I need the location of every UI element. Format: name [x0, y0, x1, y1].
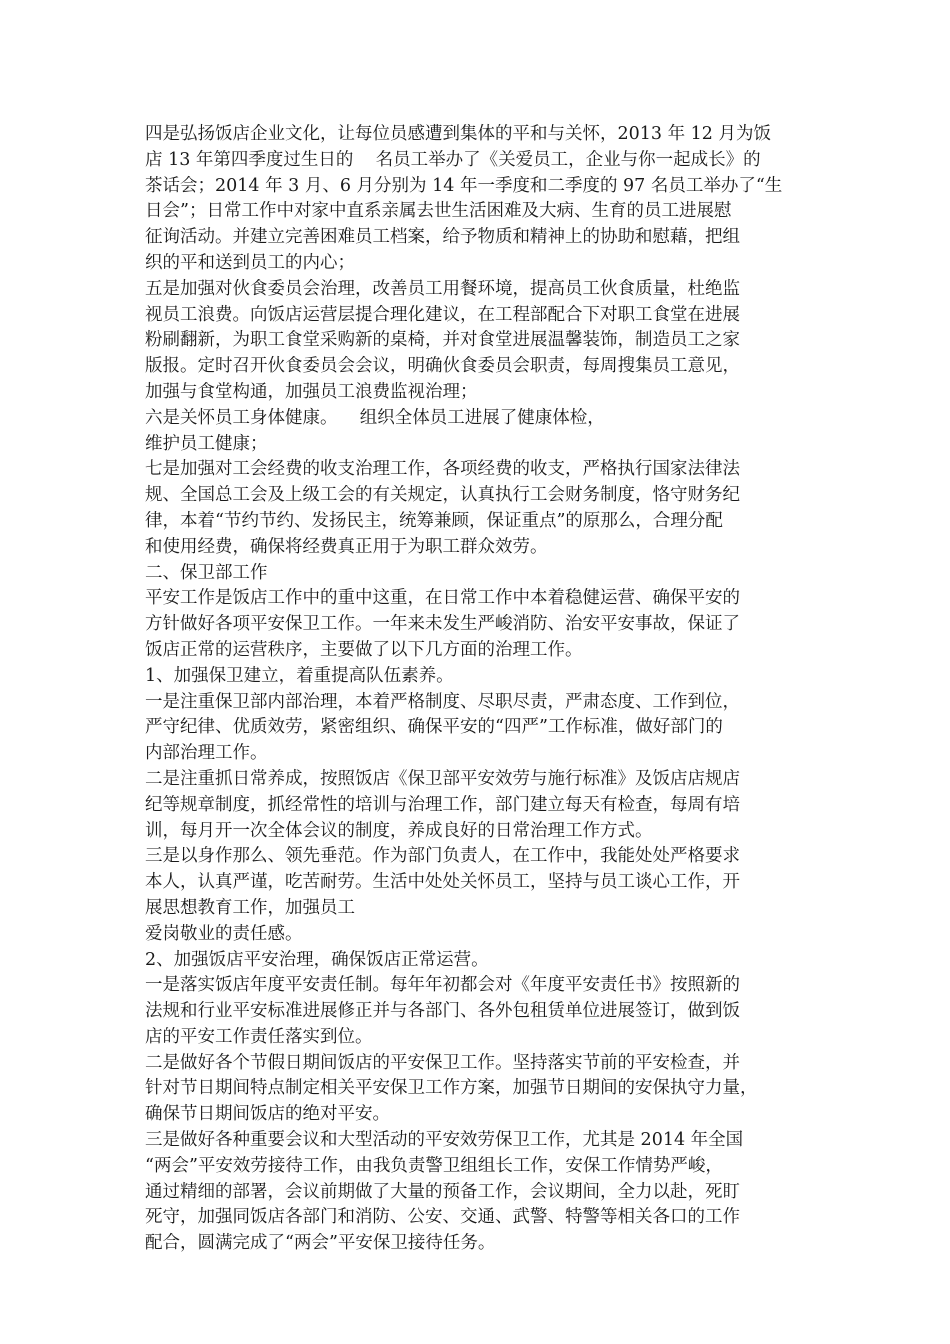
text-line: 确保节日期间饭店的绝对平安。	[145, 1104, 390, 1125]
text-line: 和使用经费，确保将经费真正用于为职工群众效劳。	[145, 536, 548, 557]
text-line: 死守，加强同饭店各部门和消防、公安、交通、武警、特警等相关各口的工作	[145, 1207, 740, 1228]
text-line: 训，每月开一次全体会议的制度，养成良好的日常治理工作方式。	[145, 820, 653, 841]
text-line: 七是加强对工会经费的收支治理工作，各项经费的收支，严格执行国家法律法	[145, 459, 740, 480]
text-line: 律，本着“节约节约、发扬民主，统筹兼顾，保证重点”的原那么，合理分配	[145, 510, 723, 531]
text-line: 展思想教育工作，加强员工	[145, 897, 355, 918]
document-page	[145, 122, 810, 1257]
text-line: 饭店正常的运营秩序，主要做了以下几方面的治理工作。	[145, 639, 583, 660]
text-line: 视员工浪费。向饭店运营层提合理化建议，在工程部配合下对职工食堂在进展	[145, 304, 740, 325]
text-line: 通过精细的部署，会议前期做了大量的预备工作，会议期间，全力以赴，死盯	[145, 1181, 740, 1202]
text-line: 配合，圆满完成了“两会”平安保卫接待任务。	[145, 1233, 496, 1254]
text-line: 平安工作是饭店工作中的重中这重，在日常工作中本着稳健运营、确保平安的	[145, 588, 740, 609]
text-line: 织的平和送到员工的内心；	[145, 252, 355, 273]
section-heading: 二、保卫部工作	[145, 562, 268, 583]
subsection-heading: 2、加强饭店平安治理，确保饭店正常运营。	[145, 949, 489, 970]
text-line: 爱岗敬业的责任感。	[145, 923, 303, 944]
text-line: 维护员工健康；	[145, 433, 268, 454]
text-line: 版报。定时召开伙食委员会会议，明确伙食委员会职责，每周搜集员工意见，	[145, 356, 740, 377]
text-line: 三是以身作那么、领先垂范。作为部门负责人，在工作中，我能处处严格要求	[145, 846, 740, 867]
text-line: 法规和行业平安标准进展修正并与各部门、各外包租赁单位进展签订，做到饭	[145, 1001, 740, 1022]
text-line: 规、全国总工会及上级工会的有关规定，认真执行工会财务制度，恪守财务纪	[145, 485, 740, 506]
subsection-heading: 1、加强保卫建立，着重提高队伍素养。	[145, 665, 454, 686]
text-line: 粉刷翻新，为职工食堂采购新的桌椅，并对食堂进展温馨装饰，制造员工之家	[145, 330, 740, 351]
text-line: 方针做好各项平安保卫工作。一年来未发生严峻消防、治安平安事故，保证了	[145, 614, 740, 635]
text-line: 六是关怀员工身体健康。 组织全体员工进展了健康体检，	[145, 407, 605, 428]
text-line: 内部治理工作。	[145, 743, 268, 764]
text-line: 本人，认真严谨，吃苦耐劳。生活中处处关怀员工，坚持与员工谈心工作，开	[145, 872, 740, 893]
text-line: 针对节日期间特点制定相关平安保卫工作方案，加强节日期间的安保执守力量，	[145, 1078, 758, 1099]
text-line: 加强与食堂构通，加强员工浪费监视治理；	[145, 381, 478, 402]
text-line: 店 13 年第四季度过生日的 名员工举办了《关爱员工，企业与你一起成长》的	[145, 149, 761, 170]
text-line: 征询活动。并建立完善困难员工档案，给予物质和精神上的协助和慰藉，把组	[145, 227, 740, 248]
text-line: 纪等规章制度，抓经常性的培训与治理工作，部门建立每天有检查，每周有培	[145, 794, 740, 815]
text-line: 一是落实饭店年度平安责任制。每年年初都会对《年度平安责任书》按照新的	[145, 975, 740, 996]
text-line: 二是注重抓日常养成，按照饭店《保卫部平安效劳与施行标准》及饭店店规店	[145, 768, 740, 789]
text-line: 一是注重保卫部内部治理，本着严格制度、尽职尽责，严肃态度、工作到位，	[145, 691, 740, 712]
text-line: 严守纪律、优质效劳，紧密组织、确保平安的“四严”工作标准，做好部门的	[145, 717, 723, 738]
text-line: 四是弘扬饭店企业文化，让每位员感遭到集体的平和与关怀，2013 年 12 月为饭	[145, 124, 771, 144]
text-line: 日会”；日常工作中对家中直系亲属去世生活困难及大病、生育的员工进展慰	[145, 201, 732, 222]
text-line: 二是做好各个节假日期间饭店的平安保卫工作。坚持落实节前的平安检查，并	[145, 1052, 740, 1073]
text-line: 茶话会；2014 年 3 月、6 月分别为 14 年一季度和二季度的 97 名员工举办了“生	[145, 175, 783, 196]
text-line: “两会”平安效劳接待工作，由我负责警卫组组长工作，安保工作情势严峻，	[145, 1155, 723, 1176]
text-line: 店的平安工作责任落实到位。	[145, 1026, 373, 1047]
text-line: 三是做好各种重要会议和大型活动的平安效劳保卫工作，尤其是 2014 年全国	[145, 1130, 744, 1151]
text-line: 五是加强对伙食委员会治理，改善员工用餐环境，提高员工伙食质量，杜绝监	[145, 278, 740, 299]
